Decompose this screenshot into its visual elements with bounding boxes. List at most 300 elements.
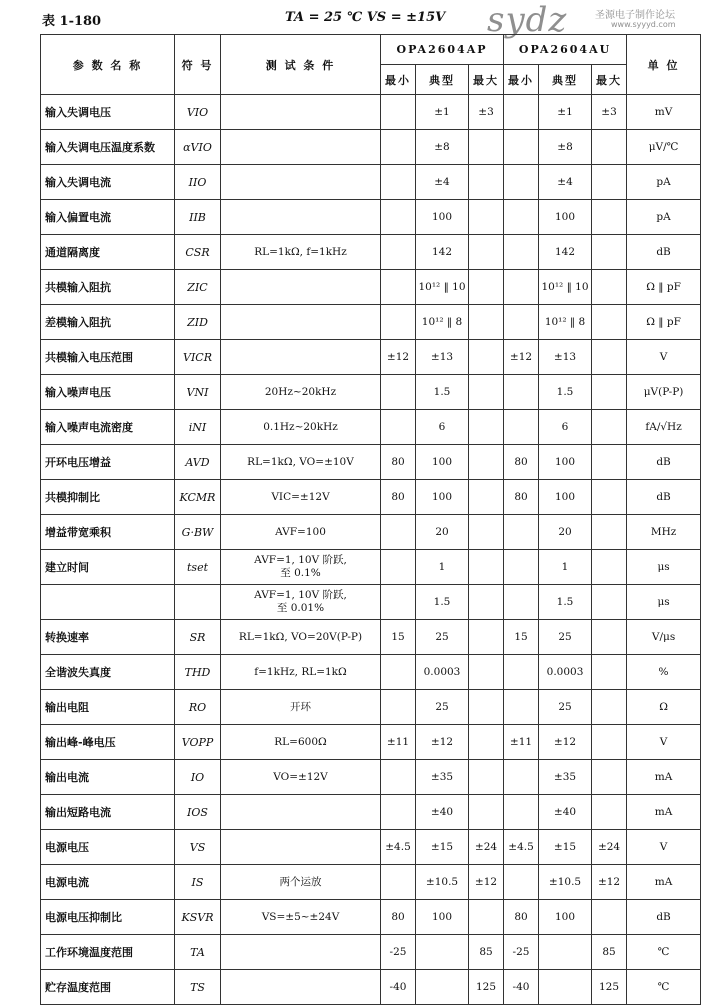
table-row [41, 410, 701, 445]
symbol: αVIO [175, 130, 221, 165]
table-row [41, 515, 701, 550]
max-value [469, 165, 504, 200]
typ-value: 25 [416, 690, 469, 725]
test-condition [221, 130, 381, 165]
watermark-logo: sydz [487, 0, 568, 40]
min-value [381, 585, 416, 620]
typ-value: 100 [416, 480, 469, 515]
param-name: 建立时间 [41, 550, 175, 585]
typ-value: ±12 [539, 725, 592, 760]
param-name: 输出峰-峰电压 [41, 725, 175, 760]
test-condition [221, 235, 381, 270]
table-row [41, 305, 701, 340]
param-name: 共模抑制比 [41, 480, 175, 515]
max-value [469, 410, 504, 445]
typ-value: ±13 [416, 340, 469, 375]
test-condition [221, 305, 381, 340]
param-name: 增益带宽乘积 [41, 515, 175, 550]
param-name: 电源电压抑制比 [41, 900, 175, 935]
param-name: 电源电压 [41, 830, 175, 865]
test-condition-line: 两个运放 [279, 875, 322, 888]
symbol: VS [175, 830, 221, 865]
typ-value [416, 970, 469, 1005]
min-value [381, 130, 416, 165]
min-value [381, 865, 416, 900]
test-condition [221, 830, 381, 865]
typ-value: ±8 [539, 130, 592, 165]
test-condition [221, 585, 381, 620]
param-name: 输出电流 [41, 760, 175, 795]
min-value: -40 [504, 970, 539, 1005]
typ-value: ±40 [416, 795, 469, 830]
test-condition-line: RL=1kΩ, f=1kHz [254, 245, 347, 258]
max-value: 125 [469, 970, 504, 1005]
unit: μs [627, 550, 701, 585]
test-condition [221, 900, 381, 935]
max-value [592, 900, 627, 935]
test-condition [221, 95, 381, 130]
param-name: 共模输入电压范围 [41, 340, 175, 375]
typ-value: 1.5 [539, 585, 592, 620]
typ-value [539, 970, 592, 1005]
param-name: 共模输入阻抗 [41, 270, 175, 305]
max-value [469, 270, 504, 305]
table-row [41, 585, 701, 620]
test-condition [221, 690, 381, 725]
symbol: AVD [175, 445, 221, 480]
header-group-2: OPA2604AU [504, 35, 627, 65]
typ-value: 1 [416, 550, 469, 585]
max-value [592, 760, 627, 795]
max-value: ±12 [469, 865, 504, 900]
typ-value: ±10.5 [416, 865, 469, 900]
max-value [592, 235, 627, 270]
symbol: SR [175, 620, 221, 655]
symbol: VICR [175, 340, 221, 375]
typ-value: 142 [539, 235, 592, 270]
test-condition-line: RL=600Ω [274, 735, 327, 748]
typ-value: 10¹² ‖ 10 [416, 270, 469, 305]
test-condition [221, 970, 381, 1005]
symbol: ZID [175, 305, 221, 340]
unit: ℃ [627, 970, 701, 1005]
unit: V/μs [627, 620, 701, 655]
max-value [592, 200, 627, 235]
min-value: ±12 [504, 340, 539, 375]
table-row [41, 480, 701, 515]
max-value: ±3 [469, 95, 504, 130]
min-value [381, 165, 416, 200]
unit: dB [627, 900, 701, 935]
max-value: 85 [469, 935, 504, 970]
symbol: iNI [175, 410, 221, 445]
param-name: 输入失调电压温度系数 [41, 130, 175, 165]
test-condition-line: 至 0.1% [280, 567, 321, 579]
typ-value: 10¹² ‖ 8 [539, 305, 592, 340]
max-value [592, 445, 627, 480]
unit: Ω [627, 690, 701, 725]
table-row [41, 865, 701, 900]
min-value [381, 270, 416, 305]
unit: μV(P-P) [627, 375, 701, 410]
test-condition [221, 620, 381, 655]
test-condition-line: RL=1kΩ, VO=±10V [247, 455, 354, 468]
typ-value: 100 [539, 480, 592, 515]
min-value [381, 235, 416, 270]
unit: fA/√Hz [627, 410, 701, 445]
min-value: -40 [381, 970, 416, 1005]
header-min-2: 最小 [504, 65, 539, 95]
unit: mA [627, 795, 701, 830]
min-value [504, 550, 539, 585]
min-value [381, 375, 416, 410]
min-value: -25 [504, 935, 539, 970]
header-min-1: 最小 [381, 65, 416, 95]
symbol: IOS [175, 795, 221, 830]
max-value [592, 305, 627, 340]
symbol: VNI [175, 375, 221, 410]
symbol: tset [175, 550, 221, 585]
min-value [381, 655, 416, 690]
max-value [592, 515, 627, 550]
symbol: G·BW [175, 515, 221, 550]
table-row [41, 690, 701, 725]
table-row [41, 620, 701, 655]
min-value [504, 130, 539, 165]
min-value: 80 [504, 445, 539, 480]
typ-value: ±13 [539, 340, 592, 375]
min-value [381, 200, 416, 235]
typ-value: ±40 [539, 795, 592, 830]
symbol: THD [175, 655, 221, 690]
min-value [504, 305, 539, 340]
unit: pA [627, 165, 701, 200]
table-row [41, 445, 701, 480]
max-value [469, 655, 504, 690]
min-value [504, 760, 539, 795]
typ-value: 1.5 [416, 375, 469, 410]
table-row [41, 550, 701, 585]
max-value: 125 [592, 970, 627, 1005]
max-value [592, 410, 627, 445]
test-condition [221, 340, 381, 375]
test-condition [221, 515, 381, 550]
max-value [592, 795, 627, 830]
unit: pA [627, 200, 701, 235]
typ-value [539, 935, 592, 970]
max-value [592, 725, 627, 760]
test-condition-line: AVF=100 [275, 525, 326, 538]
min-value [504, 375, 539, 410]
watermark-url: www.syyyd.com [611, 20, 676, 29]
min-value [381, 95, 416, 130]
typ-value: 1.5 [416, 585, 469, 620]
min-value [504, 690, 539, 725]
typ-value: 25 [416, 620, 469, 655]
max-value [469, 480, 504, 515]
min-value: 80 [504, 480, 539, 515]
param-name: 输入失调电压 [41, 95, 175, 130]
typ-value: ±35 [539, 760, 592, 795]
table-row [41, 130, 701, 165]
symbol: TS [175, 970, 221, 1005]
typ-value: ±4 [539, 165, 592, 200]
table-row [41, 340, 701, 375]
min-value [504, 165, 539, 200]
typ-value: 25 [539, 690, 592, 725]
typ-value: ±10.5 [539, 865, 592, 900]
symbol: IS [175, 865, 221, 900]
symbol [175, 585, 221, 620]
typ-value: 6 [539, 410, 592, 445]
max-value [469, 550, 504, 585]
typ-value: 100 [416, 200, 469, 235]
typ-value: ±15 [416, 830, 469, 865]
param-name: 电源电流 [41, 865, 175, 900]
param-name: 转换速率 [41, 620, 175, 655]
test-condition [221, 865, 381, 900]
min-value: 80 [381, 480, 416, 515]
typ-value: ±1 [416, 95, 469, 130]
min-value: ±11 [381, 725, 416, 760]
max-value [469, 375, 504, 410]
symbol: KCMR [175, 480, 221, 515]
max-value [592, 690, 627, 725]
max-value [592, 480, 627, 515]
param-name: 输入噪声电流密度 [41, 410, 175, 445]
test-condition [221, 165, 381, 200]
table-row [41, 375, 701, 410]
test-condition-line: 至 0.01% [276, 602, 325, 614]
test-condition [221, 760, 381, 795]
max-value [469, 515, 504, 550]
typ-value: 100 [416, 445, 469, 480]
typ-value: 100 [539, 200, 592, 235]
param-name: 全谐波失真度 [41, 655, 175, 690]
typ-value: 20 [539, 515, 592, 550]
symbol: IIO [175, 165, 221, 200]
max-value [469, 445, 504, 480]
header-unit: 单 位 [627, 35, 701, 95]
max-value: 85 [592, 935, 627, 970]
header-param: 参 数 名 称 [41, 35, 175, 95]
unit: mA [627, 865, 701, 900]
symbol: VOPP [175, 725, 221, 760]
symbol: IO [175, 760, 221, 795]
min-value [381, 690, 416, 725]
symbol: ZIC [175, 270, 221, 305]
typ-value: ±35 [416, 760, 469, 795]
table-row [41, 235, 701, 270]
header-max-2: 最大 [592, 65, 627, 95]
max-value: ±3 [592, 95, 627, 130]
table-row [41, 655, 701, 690]
table-row [41, 830, 701, 865]
min-value: 80 [381, 445, 416, 480]
page-header [0, 0, 705, 40]
max-value [592, 375, 627, 410]
min-value [381, 795, 416, 830]
test-condition [221, 655, 381, 690]
param-name: 通道隔离度 [41, 235, 175, 270]
table-row [41, 795, 701, 830]
max-value [469, 305, 504, 340]
table-row [41, 900, 701, 935]
min-value [504, 655, 539, 690]
param-name: 输入失调电流 [41, 165, 175, 200]
test-condition [221, 550, 381, 585]
unit: μs [627, 585, 701, 620]
typ-value: 10¹² ‖ 8 [416, 305, 469, 340]
min-value [504, 410, 539, 445]
param-name: 贮存温度范围 [41, 970, 175, 1005]
header-max-1: 最大 [469, 65, 504, 95]
max-value: ±24 [592, 830, 627, 865]
typ-value: 0.0003 [416, 655, 469, 690]
table-row [41, 95, 701, 130]
typ-value: 25 [539, 620, 592, 655]
typ-value: ±12 [416, 725, 469, 760]
symbol: KSVR [175, 900, 221, 935]
max-value [469, 340, 504, 375]
param-name: 差模输入阻抗 [41, 305, 175, 340]
min-value [504, 865, 539, 900]
test-condition [221, 410, 381, 445]
typ-value: 100 [539, 900, 592, 935]
max-value [592, 270, 627, 305]
min-value: ±4.5 [381, 830, 416, 865]
max-value [469, 795, 504, 830]
unit: dB [627, 235, 701, 270]
max-value [592, 130, 627, 165]
max-value: ±24 [469, 830, 504, 865]
min-value: 80 [381, 900, 416, 935]
test-condition [221, 480, 381, 515]
unit: dB [627, 445, 701, 480]
typ-value: 100 [416, 900, 469, 935]
watermark-tagline: 圣源电子制作论坛 [595, 10, 675, 21]
max-value [592, 165, 627, 200]
table-row [41, 200, 701, 235]
max-value [469, 620, 504, 655]
typ-value: ±1 [539, 95, 592, 130]
test-condition [221, 795, 381, 830]
table-row [41, 760, 701, 795]
test-condition [221, 375, 381, 410]
min-value: ±4.5 [504, 830, 539, 865]
min-value [504, 235, 539, 270]
unit: V [627, 830, 701, 865]
max-value [592, 620, 627, 655]
test-condition-line: AVF=1, 10V 阶跃, [254, 589, 347, 601]
min-value: 15 [381, 620, 416, 655]
max-value [469, 690, 504, 725]
param-name: 工作环境温度范围 [41, 935, 175, 970]
typ-value: ±15 [539, 830, 592, 865]
max-value [469, 725, 504, 760]
typ-value: ±4 [416, 165, 469, 200]
typ-value: 1 [539, 550, 592, 585]
test-condition-line: 20Hz~20kHz [264, 385, 337, 398]
min-value [381, 550, 416, 585]
max-value [469, 760, 504, 795]
min-value [381, 515, 416, 550]
typ-value: 20 [416, 515, 469, 550]
typ-value: 100 [539, 445, 592, 480]
header-typ-1: 典型 [416, 65, 469, 95]
test-condition-line: 0.1Hz~20kHz [263, 420, 338, 433]
symbol: TA [175, 935, 221, 970]
symbol: IIB [175, 200, 221, 235]
test-condition-line: RL=1kΩ, VO=20V(P-P) [238, 630, 363, 643]
test-condition-line: VO=±12V [273, 770, 328, 783]
max-value [592, 550, 627, 585]
table-row [41, 165, 701, 200]
typ-value: 1.5 [539, 375, 592, 410]
unit: Ω ‖ pF [627, 270, 701, 305]
unit: MHz [627, 515, 701, 550]
test-condition-line: f=1kHz, RL=1kΩ [254, 665, 347, 678]
max-value: ±12 [592, 865, 627, 900]
min-value [381, 760, 416, 795]
max-value [469, 585, 504, 620]
header-typ-2: 典型 [539, 65, 592, 95]
test-condition [221, 270, 381, 305]
test-condition-line: 开环 [290, 700, 311, 713]
min-value [504, 515, 539, 550]
unit: μV/℃ [627, 130, 701, 165]
table-row [41, 270, 701, 305]
test-condition [221, 200, 381, 235]
header-group-1: OPA2604AP [381, 35, 504, 65]
min-value: ±12 [381, 340, 416, 375]
param-name [41, 585, 175, 620]
table-caption: 表 1-180 [42, 14, 102, 29]
max-value [469, 200, 504, 235]
symbol: CSR [175, 235, 221, 270]
param-name: 输出短路电流 [41, 795, 175, 830]
unit: dB [627, 480, 701, 515]
unit: mA [627, 760, 701, 795]
min-value: ±11 [504, 725, 539, 760]
test-condition-line: VS=±5~±24V [261, 910, 340, 923]
param-name: 开环电压增益 [41, 445, 175, 480]
min-value: 15 [504, 620, 539, 655]
typ-value: 0.0003 [539, 655, 592, 690]
unit: mV [627, 95, 701, 130]
min-value [504, 270, 539, 305]
test-condition [221, 445, 381, 480]
max-value [592, 340, 627, 375]
test-condition [221, 725, 381, 760]
test-conditions-heading: TA = 25 ℃ VS = ±15V [285, 10, 446, 25]
min-value [381, 410, 416, 445]
typ-value: 10¹² ‖ 10 [539, 270, 592, 305]
header-symbol: 符 号 [175, 35, 221, 95]
spec-table-body [41, 95, 701, 1005]
max-value [592, 655, 627, 690]
unit: Ω ‖ pF [627, 305, 701, 340]
symbol: RO [175, 690, 221, 725]
unit: V [627, 340, 701, 375]
typ-value: ±8 [416, 130, 469, 165]
min-value [504, 200, 539, 235]
test-condition [221, 935, 381, 970]
param-name: 输出电阻 [41, 690, 175, 725]
typ-value: 142 [416, 235, 469, 270]
min-value [504, 585, 539, 620]
max-value [469, 900, 504, 935]
